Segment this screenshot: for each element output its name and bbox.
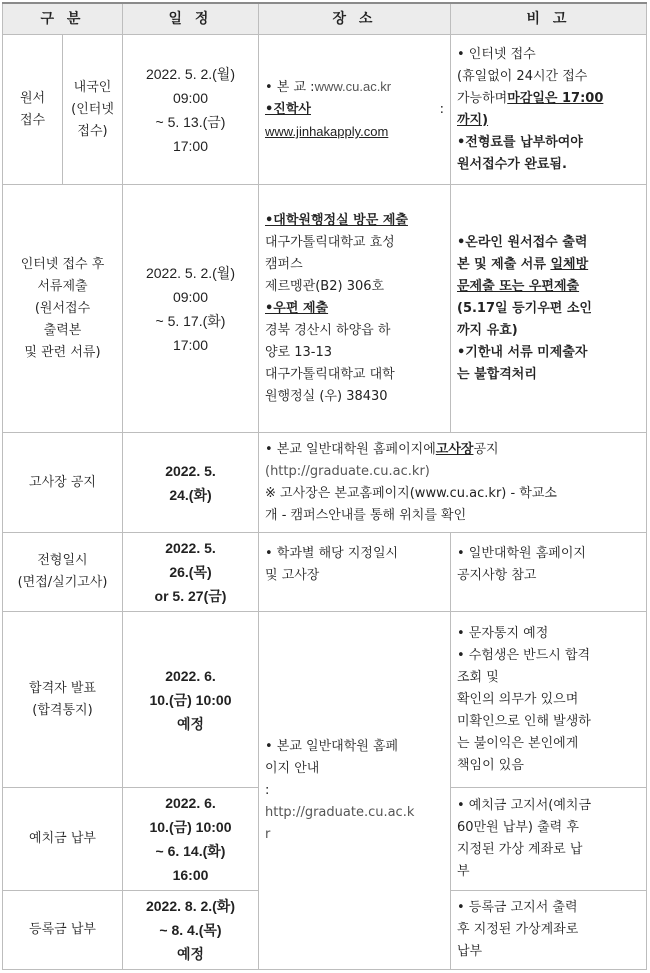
row-exam-date	[3, 533, 647, 612]
remarks-results: • 문자통지 예정 • 수험생은 반드시 합격 조회 및 확인의 의무가 있으며 미확인으로 인해 발생하 는 불이익은 본인에게 책임이 있음	[451, 612, 647, 788]
place-exam-date: • 학과별 해당 지정일시 및 고사장	[259, 533, 451, 612]
label-registration: 등록금 납부	[3, 891, 123, 970]
row-documents	[3, 185, 647, 433]
remarks-registration: • 등록금 고지서 출력 후 지정된 가상계좌로 납부	[451, 891, 647, 970]
label-application-sub: 내국인 (인터넷 접수)	[63, 35, 123, 185]
row-results	[3, 612, 647, 788]
row-exam-notice	[3, 433, 647, 533]
header-row	[3, 3, 647, 35]
schedule-exam-date: 2022. 5. 26.(목) or 5. 27(금)	[123, 533, 259, 612]
schedule-documents: 2022. 5. 2.(월) 09:00 ~ 5. 17.(화) 17:00	[123, 185, 259, 433]
label-exam-notice: 고사장 공지	[3, 433, 123, 533]
label-results: 합격자 발표 (합격통지)	[3, 612, 123, 788]
remarks-application: • 인터넷 접수 (휴일없이 24시간 접수 가능하며마감일은 17:00 까지) •전형료를 납부하여야 원서접수가 완료됨.	[451, 35, 647, 185]
schedule-application: 2022. 5. 2.(월) 09:00 ~ 5. 13.(금) 17:00	[123, 35, 259, 185]
label-deposit: 예치금 납부	[3, 788, 123, 891]
schedule-registration: 2022. 8. 2.(화) ~ 8. 4.(목) 예정	[123, 891, 259, 970]
row-application	[3, 35, 647, 185]
header-category: 구 분	[3, 3, 123, 35]
remarks-documents: •온라인 원서접수 출력 본 및 제출 서류 일체방 문제출 또는 우편제출 (5.17일 등기우편 소인 까지 유효) •기한내 서류 미제출자 는 불합격처리	[451, 185, 647, 433]
remarks-deposit: • 예치금 고지서(예치금 60만원 납부) 출력 후 지정된 가상 계좌로 납 부	[451, 788, 647, 891]
jinhakapply-link[interactable]: www.jinhakapply.com	[265, 124, 389, 139]
cu-homepage-link[interactable]: www.cu.ac.kr	[314, 79, 392, 94]
place-documents: •대학원행정실 방문 제출 대구가톨릭대학교 효성 캠퍼스 제르멩관(B2) 306호 •우편 제출 경북 경산시 하양읍 하 양로 13-13 대구가톨릭대학교 대학 원행정실 (우) 38430	[259, 185, 451, 433]
label-application-main: 원서 접수	[3, 35, 63, 185]
header-place: 장 소	[259, 3, 451, 35]
label-documents: 인터넷 접수 후 서류제출 (원서접수 출력본 및 관련 서류)	[3, 185, 123, 433]
schedule-exam-notice: 2022. 5. 24.(화)	[123, 433, 259, 533]
place-shared-homepage: • 본교 일반대학원 홈페 이지 안내 : http://graduate.cu.ac.k r	[259, 612, 451, 970]
schedule-deposit: 2022. 6. 10.(금) 10:00 ~ 6. 14.(화) 16:00	[123, 788, 259, 891]
remarks-exam-date: • 일반대학원 홈페이지 공지사항 참고	[451, 533, 647, 612]
schedule-results: 2022. 6. 10.(금) 10:00 예정	[123, 612, 259, 788]
label-exam-date: 전형일시 (면접/실기고사)	[3, 533, 123, 612]
place-exam-notice: • 본교 일반대학원 홈페이지에고사장공지 (http://graduate.cu.ac.kr) ※ 고사장은 본교홈페이지(www.cu.ac.kr) - 학교소 개 - 캠퍼스안내를 통해 위치를 확인	[259, 433, 647, 533]
admission-schedule-table	[2, 2, 647, 970]
header-remarks: 비 고	[451, 3, 647, 35]
header-schedule: 일 정	[123, 3, 259, 35]
graduate-homepage-link-2[interactable]: http://graduate.cu.ac.k	[265, 804, 415, 820]
place-application: • 본 교 :www.cu.ac.kr •진학사 : www.jinhakapply.com	[259, 35, 451, 185]
graduate-homepage-link[interactable]: (http://graduate.cu.ac.kr)	[265, 463, 430, 479]
